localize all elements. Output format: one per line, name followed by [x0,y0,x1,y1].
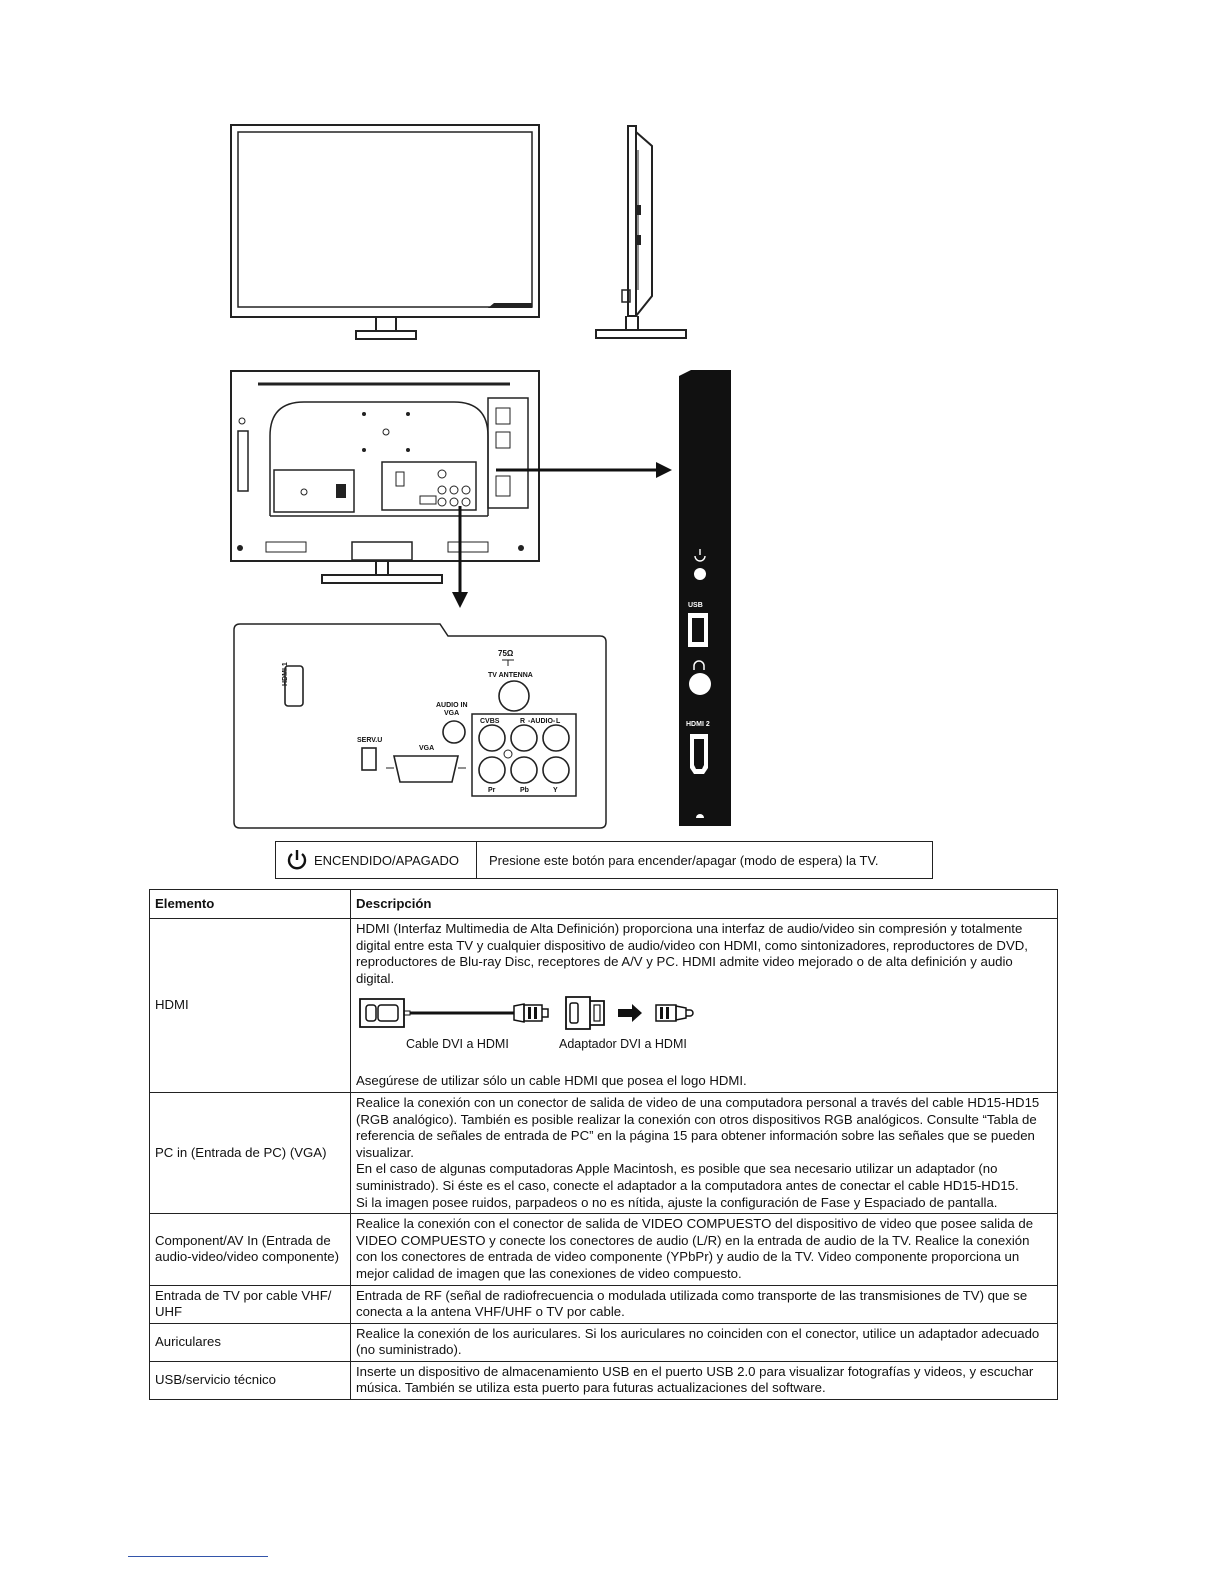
element-tv-cable: Entrada de TV por cable VHF/ UHF [150,1285,351,1323]
element-usb: USB/servicio técnico [150,1361,351,1399]
element-hdmi: HDMI [150,919,351,1093]
description-usb: Inserte un dispositivo de almacenamiento USB en el puerto USB 2.0 para visualizar fotografías y videos, y escuchar música. También se utiliza esta puerto para futuras actualizaciones del software. [351,1361,1058,1399]
tv-side-illustration [592,120,702,342]
pb-label: Pb [520,787,529,794]
table-row [150,919,1058,1093]
vga-label: VGA [419,745,435,752]
hdmi-desc-text: HDMI (Interfaz Multimedia de Alta Definición) proporciona una interfaz de audio/video sin compresión y totalmente digital entre esta TV y cualquier dispositivo de audio/video con HDMI, como sintonizadores, reproductores de DVD, reproductores de Blu-ray Disc, receptores de A/V y PC. HDMI admite video mejorado o de alta definición y audio digital. [356,921,1028,986]
description-hdmi [351,919,1058,1093]
table-row [150,1361,1058,1399]
rear-connector-panel [230,620,610,830]
antenna-ohm-label: 75Ω [498,649,514,658]
tv-antenna-port [499,681,529,711]
table-row [150,1092,1058,1213]
power-cell [276,842,477,878]
table-row [150,1214,1058,1285]
dvi-hdmi-cable-icon [356,991,716,1035]
header-element: Elemento [150,890,351,919]
description-pc-in [351,1092,1058,1213]
power-icon [286,848,308,872]
connections-table [149,889,1058,1400]
cvbs-label: CVBS [480,718,500,725]
adapter-caption: Adaptador DVI a HDMI [559,1037,687,1052]
footnote-divider [128,1556,268,1557]
cable-caption: Cable DVI a HDMI [406,1037,509,1052]
pb-port [511,757,537,783]
y-port [543,757,569,783]
tv-rear-illustration [226,366,676,610]
power-label: ENCENDIDO/APAGADO [314,852,459,868]
pc-desc-2: En el caso de algunas computadoras Apple Macintosh, es posible que sea necesario utilizar un adaptador (no suministrado). Si éste es el caso, conecte el adaptador a la computadora antes de conectar el cable HD15-HD15. [356,1161,1019,1193]
audio-r-port [511,725,537,751]
power-description: Presione este botón para encender/apagar (modo de espera) la TV. [489,852,879,868]
header-description: Descripción [351,890,1058,919]
cvbs-port [479,725,505,751]
tv-antenna-label: TV ANTENNA [488,672,533,679]
dvi-hdmi-illustration [356,991,1052,1067]
serv-u-label: SERV.U [357,737,383,744]
tv-front-illustration [226,120,546,342]
table-header-row [150,890,1058,919]
vga-port [394,756,458,782]
hdmi-note: Asegúrese de utilizar sólo un cable HDMI que posea el logo HDMI. [356,1073,747,1089]
description-tv-cable: Entrada de RF (señal de radiofrecuencia o modulada utilizada como transporte de las transmisiones de TV) que se conecta a la antena VHF/UHF o TV por cable. [351,1285,1058,1323]
pr-label: Pr [488,787,496,794]
usb-label: USB [688,602,703,609]
pr-port [479,757,505,783]
audio-in-vga-label: VGA [444,710,460,717]
pc-desc-1: Realice la conexión con un conector de salida de video de una computadora personal a través del cable HD15-HD15 (RGB analógico). También es posible realizar la conexión con otros dispositivos RGB analógicos. Consulte “Tabla de referencia de señales de entrada de PC” en la página 15 para obtener información sobre las señales que se pueden visualizar. [356,1094,1040,1160]
table-row [150,1285,1058,1323]
side-connector-panel [676,366,736,828]
element-component-av: Component/AV In (Entrada de audio-video/video componente) [150,1214,351,1285]
element-pc-in: PC in (Entrada de PC) (VGA) [150,1092,351,1213]
audio-in-vga-port [443,721,465,743]
hdmi1-label: HDMI 1 [282,662,289,686]
pc-desc-3: Si la imagen posee ruidos, parpadeos o no es nítida, ajuste la configuración de Fase y Espaciado de pantalla. [356,1194,998,1210]
power-button-table [275,841,933,879]
audio-l-port [543,725,569,751]
element-headphones: Auriculares [150,1323,351,1361]
serv-u-port [362,748,376,770]
table-row [150,1323,1058,1361]
description-headphones: Realice la conexión de los auriculares. Si los auriculares no coinciden con el conector, utilice un adaptador adecuado (no suministrado). [351,1323,1058,1361]
audio-label: -AUDIO- [528,718,556,725]
audio-l-label: L [556,718,561,725]
description-component-av: Realice la conexión con el conector de salida de VIDEO COMPUESTO del dispositivo de video que posee salida de VIDEO COMPUESTO y conecte los conectores de audio (L/R) en la entrada de audio de la TV. Realice la conexión con los conectores de entrada de video componente (YPbPr) y audio de la TV. Video componente proporciona un mejor calidad de imagen que las conexiones de video compuesto. [351,1214,1058,1285]
y-label: Y [553,787,558,794]
hdmi2-label: HDMI 2 [686,721,710,728]
audio-r-label: R [520,718,526,725]
audio-in-label: AUDIO IN [436,702,468,709]
